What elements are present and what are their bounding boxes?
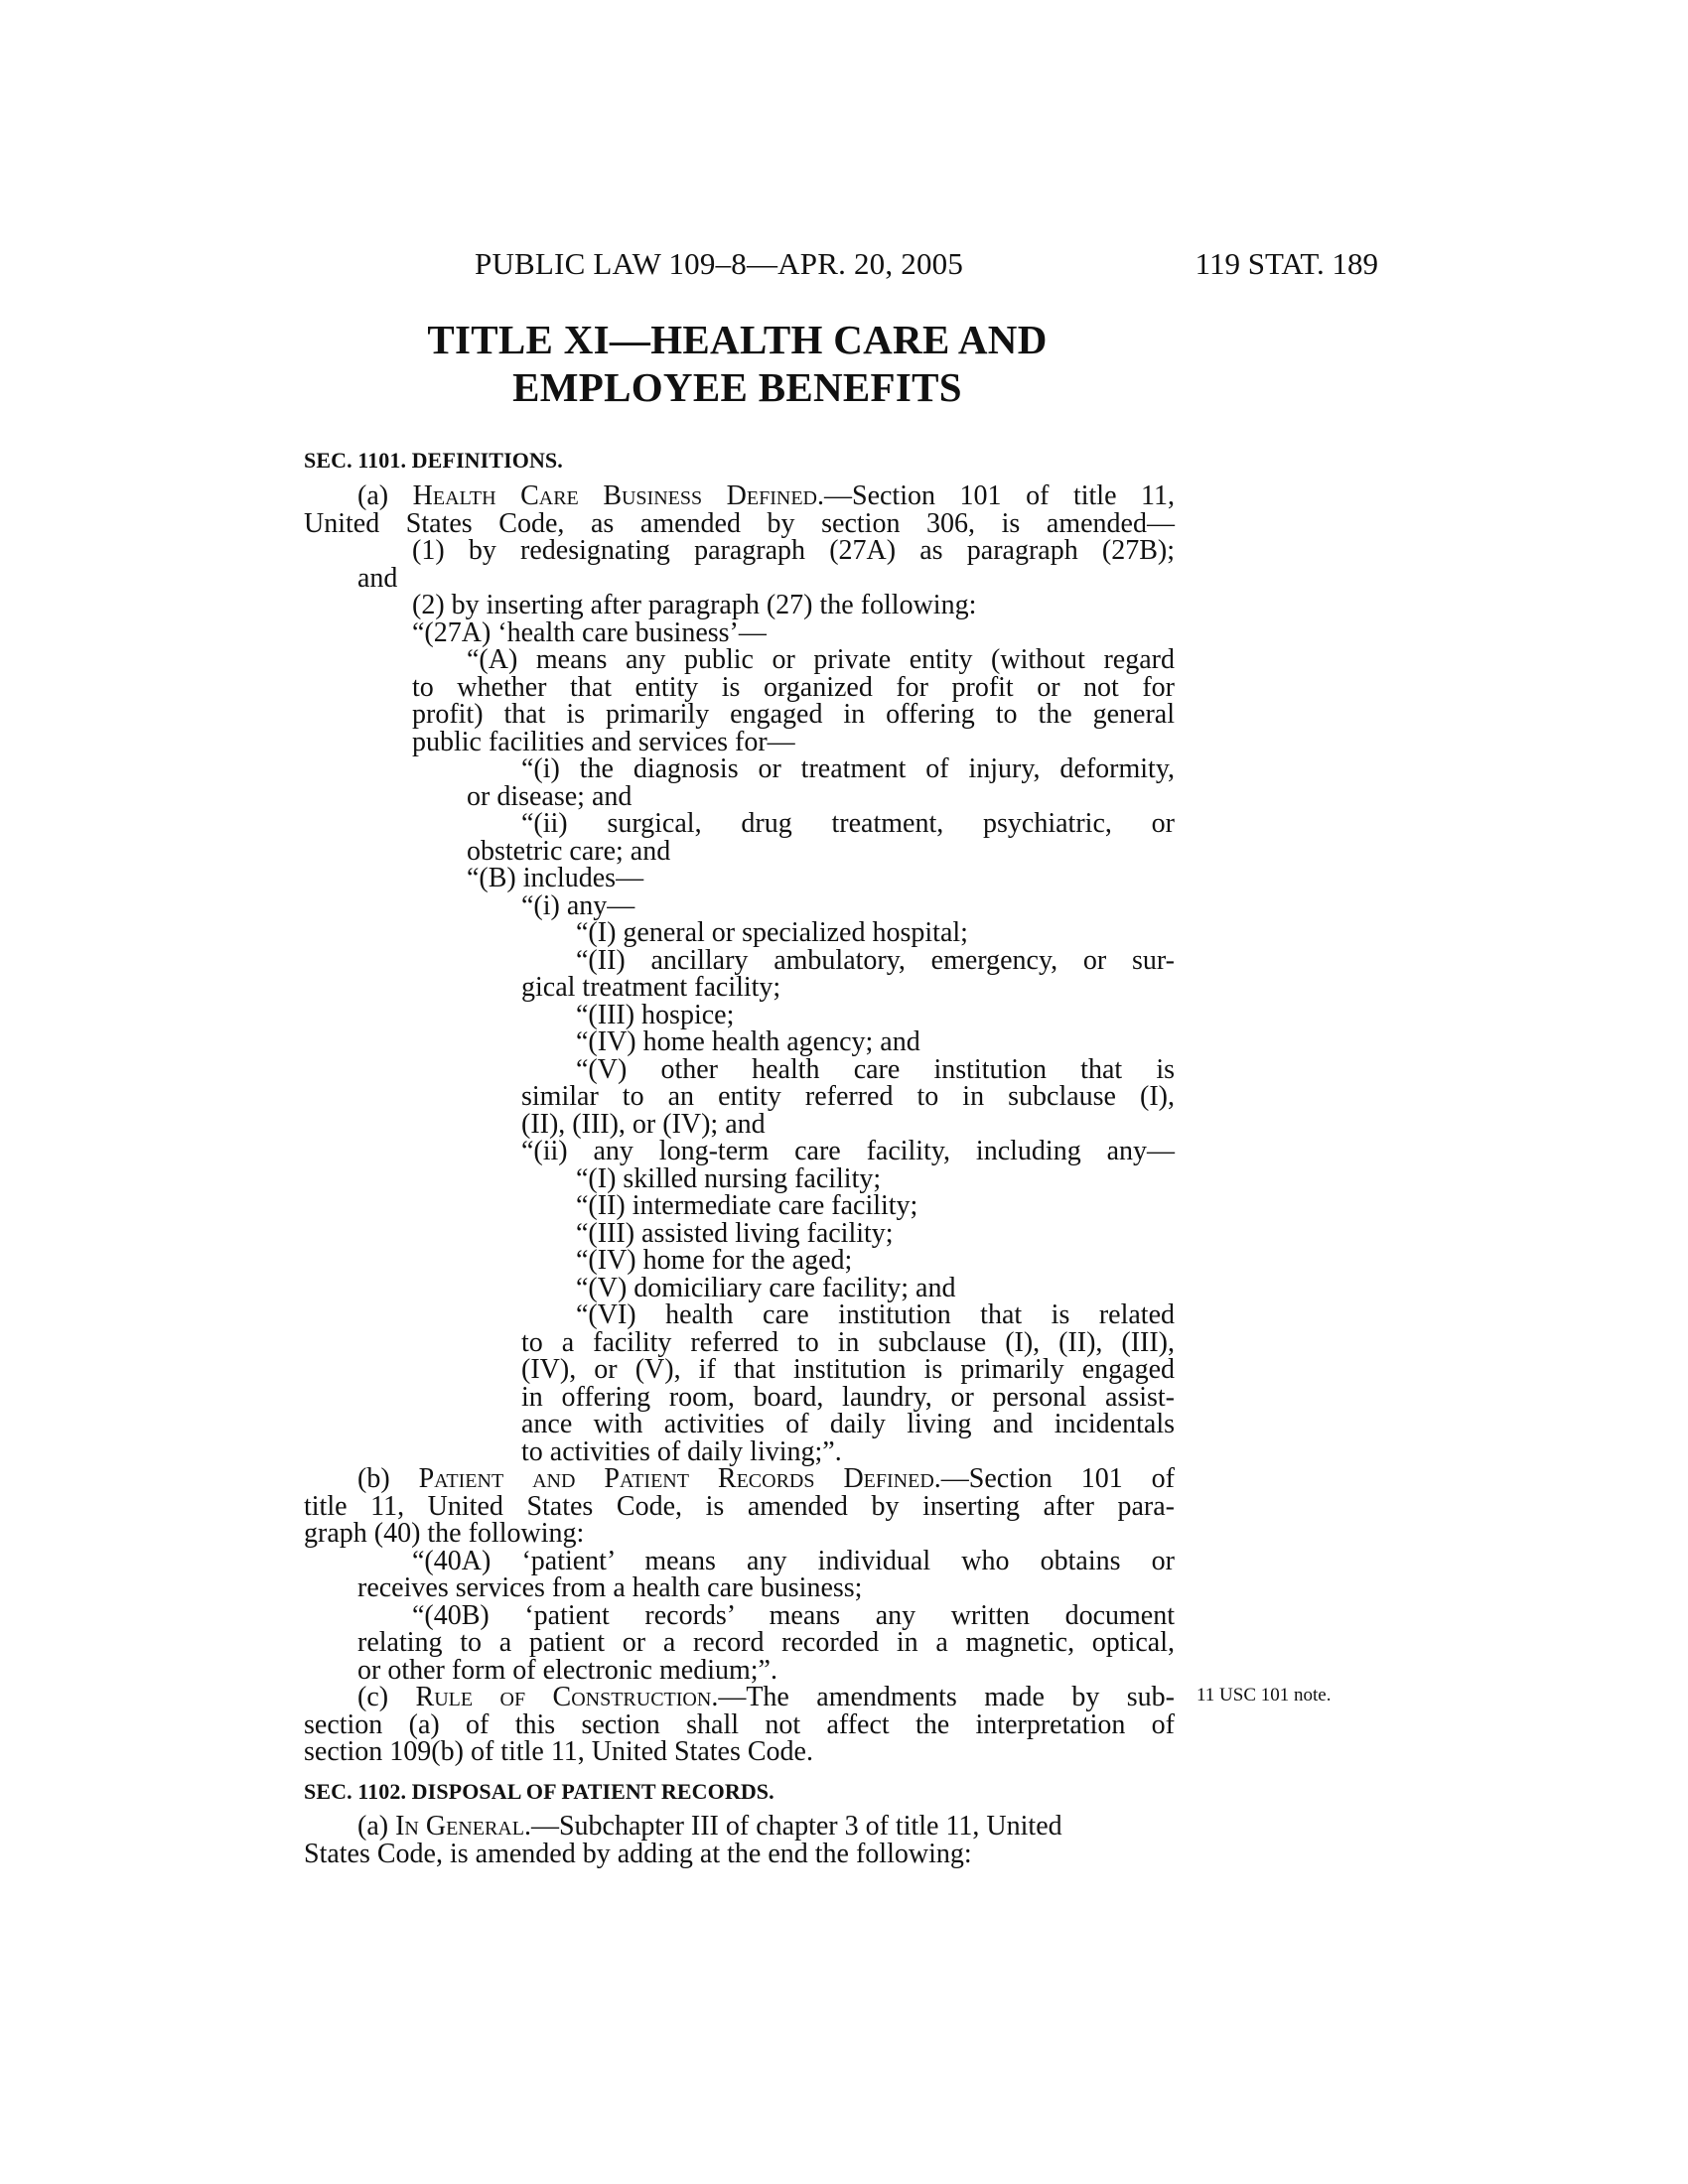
text-line: States Code, is amended by adding at the end the following: — [304, 1838, 972, 1869]
subsection-heading: Health Care Business Defined — [412, 480, 817, 511]
text-line: title 11, United States Code, is amended by inserting after para- — [304, 1490, 1175, 1522]
text-line: “(V) domiciliary care facility; and — [576, 1272, 956, 1303]
public-law-citation: PUBLIC LAW 109–8—APR. 20, 2005 — [475, 246, 964, 281]
text-line: (IV), or (V), if that institution is primarily engaged — [521, 1354, 1175, 1385]
text-line: “(40B) ‘patient records’ means any written document — [412, 1599, 1175, 1631]
text-line: “(ii) any long-term care facility, including any— — [521, 1136, 1175, 1166]
text-line: “(IV) home for the aged; — [576, 1245, 853, 1276]
line-text: .—Section 101 of — [933, 1463, 1176, 1494]
text-line: “(V) other health care institution that is — [576, 1053, 1175, 1085]
text-line: (1) by redesignating paragraph (27A) as paragraph (27B); — [412, 535, 1175, 566]
text-line — [304, 1465, 1175, 1493]
section-1101-body — [304, 482, 1175, 1766]
text-line: receives services from a health care business; — [357, 1572, 863, 1603]
text-line: to whether that entity is organized for profit or not for — [412, 671, 1175, 703]
text-line: “(ii) surgical, drug treatment, psychiatric, or — [521, 808, 1175, 839]
line-text: .—Section 101 of title 11, — [817, 480, 1175, 511]
text-line: “(VI) health care institution that is related — [576, 1299, 1175, 1330]
margin-note: 11 USC 101 note. — [1196, 1685, 1332, 1706]
paragraph-marker: (a) — [357, 480, 413, 511]
text-line: “(i) any— — [521, 889, 635, 921]
section-1102-heading: SEC. 1102. DISPOSAL OF PATIENT RECORDS. — [304, 1779, 774, 1804]
text-line — [304, 1684, 1175, 1711]
subsection-heading: Patient and Patient Records Defined — [418, 1463, 934, 1494]
section-1102-body — [304, 1813, 1175, 1867]
text-line: “(B) includes— — [467, 863, 644, 893]
text-line: similar to an entity referred to in subclause (I), — [521, 1081, 1175, 1112]
text-line: graph (40) the following: — [304, 1518, 585, 1549]
text-line: “(III) assisted living facility; — [576, 1217, 894, 1249]
paragraph-marker: (c) — [357, 1682, 416, 1712]
text-line: “(40A) ‘patient’ means any individual who obtains or — [412, 1545, 1175, 1576]
text-line: section (a) of this section shall not affect the interpretation of — [304, 1708, 1175, 1740]
text-line — [304, 1813, 1175, 1841]
text-line: “(I) skilled nursing facility; — [576, 1162, 882, 1194]
text-line: ance with activities of daily living and incidentals — [521, 1409, 1175, 1439]
subsection-heading: In General — [395, 1811, 524, 1842]
text-line: “(II) ancillary ambulatory, emergency, or sur- — [576, 944, 1175, 976]
text-line: relating to a patient or a record recorded in a magnetic, optical, — [357, 1627, 1175, 1658]
text-line: (2) by inserting after paragraph (27) the following: — [412, 590, 977, 620]
line-text: .—The amendments made by sub- — [711, 1682, 1176, 1712]
text-line — [304, 482, 1175, 510]
text-line: to a facility referred to in subclause (I), (II), (III), — [521, 1326, 1175, 1358]
text-line: and — [357, 562, 398, 594]
text-line: public facilities and services for— — [412, 726, 795, 757]
running-header — [475, 246, 1378, 286]
subsection-heading: Rule of Construction — [415, 1682, 712, 1712]
statute-page-number: 119 STAT. 189 — [1195, 246, 1378, 281]
title-line-2: EMPLOYEE BENEFITS — [512, 364, 962, 410]
text-line: “(i) the diagnosis or treatment of injury, deformity, — [521, 753, 1175, 784]
text-line: gical treatment facility; — [521, 972, 781, 1003]
text-line: “(27A) ‘health care business’— — [412, 616, 767, 648]
paragraph-marker: (a) — [357, 1811, 396, 1842]
line-text: .—Subchapter III of chapter 3 of title 11, United — [523, 1811, 1062, 1842]
text-line: “(IV) home health agency; and — [576, 1026, 920, 1057]
section-1101-heading: SEC. 1101. DEFINITIONS. — [304, 448, 563, 473]
text-line: “(II) intermediate care facility; — [576, 1190, 918, 1221]
paragraph-marker: (b) — [357, 1463, 419, 1494]
text-line: profit) that is primarily engaged in offering to the general — [412, 699, 1175, 730]
title-line-1: TITLE XI—HEALTH CARE AND — [427, 317, 1048, 362]
text-line: to activities of daily living;”. — [521, 1435, 842, 1467]
text-line: or other form of electronic medium;”. — [357, 1654, 777, 1686]
text-line: “(I) general or specialized hospital; — [576, 917, 968, 948]
text-line: “(III) hospice; — [576, 999, 735, 1030]
text-line: “(A) means any public or private entity (without regard — [467, 644, 1175, 675]
text-line: obstetric care; and — [467, 835, 671, 867]
title-heading — [298, 316, 1177, 411]
text-line: United States Code, as amended by section 306, is amended— — [304, 507, 1175, 539]
text-line: or disease; and — [467, 780, 633, 812]
text-line: (II), (III), or (IV); and — [521, 1108, 766, 1140]
text-line: in offering room, board, laundry, or personal assist- — [521, 1381, 1175, 1413]
text-line: section 109(b) of title 11, United States Code. — [304, 1736, 813, 1767]
